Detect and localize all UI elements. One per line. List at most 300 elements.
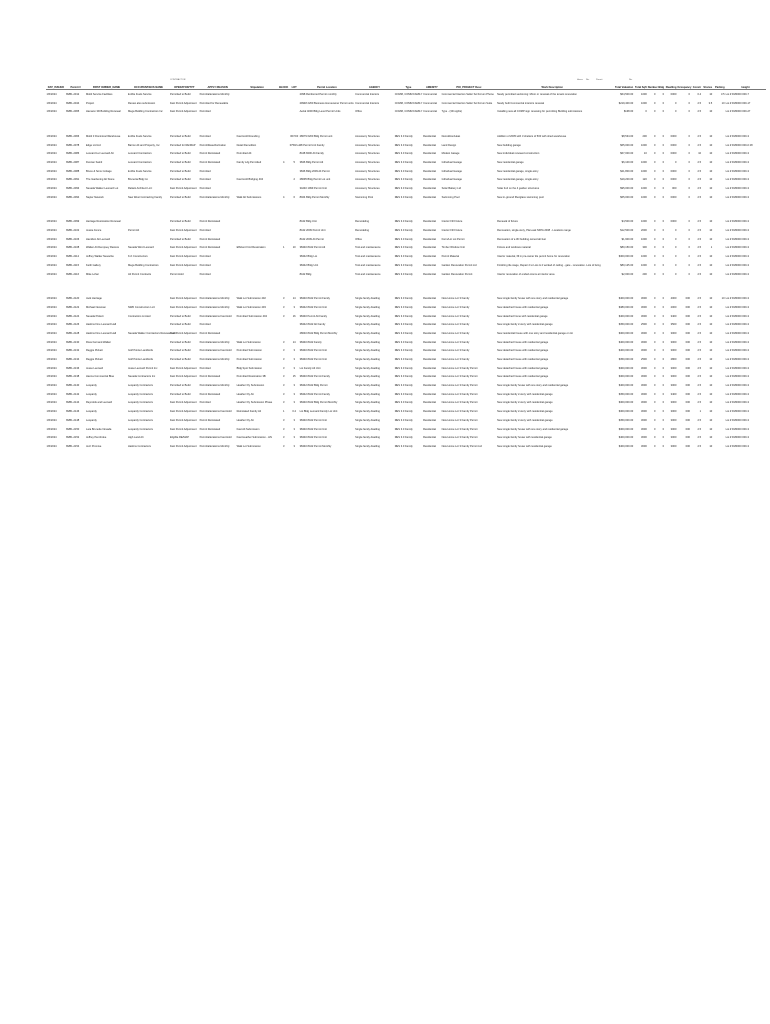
table-row [46, 158, 766, 167]
cell-amenity: Residential [423, 143, 436, 147]
table-row [46, 355, 766, 364]
table-row [46, 399, 766, 408]
cell-amenity: Residential [423, 195, 436, 199]
cell-apply-reason: Permit/alterations Fast Hold [199, 410, 232, 414]
cell-bldg: 0 [662, 110, 665, 114]
table-row [46, 226, 766, 235]
cell-total-sqft: 1000 [641, 195, 647, 199]
cell-block: 3 [282, 314, 285, 318]
cell-block: 3 [282, 340, 285, 344]
cell-number: 0 [653, 152, 656, 156]
header-owner-name: FIRST OWNER_NAME [86, 83, 128, 90]
cell-occupant-name: Alt Permit Contracts [127, 272, 152, 276]
cell-agency: Single family dwelling [355, 331, 380, 335]
cell-project-desc: Garden Renovation Permit Ltd [441, 263, 477, 267]
cell-dwelling: 0000 [670, 152, 677, 156]
cell-operator-type: Fast Permit Adjustment [169, 229, 197, 233]
cell-operator-type: Fast Permit Adjustment [169, 305, 197, 309]
cell-operator-type: Permitted to Build [169, 152, 191, 156]
cell-parking: 10 [721, 297, 725, 301]
cell-apply-reason: Permit/alterations Monthly [199, 444, 230, 448]
cell-type: RES 3.0 Family [394, 305, 413, 309]
cell-constr: 2.5 [697, 340, 702, 344]
cell-total-valuation: $350,000.00 [618, 418, 634, 422]
cell-permit-number: B2B1-2144 [66, 401, 80, 405]
cell-permit-number: B2B1-2142 [66, 392, 80, 396]
cell-operator-type: Permitted for RE/MAP [169, 143, 196, 147]
cell-number: 0 [653, 375, 656, 379]
super-header-label: Hours [577, 79, 583, 81]
table-row [46, 303, 766, 312]
cell-amenity: Residential [423, 375, 436, 379]
cell-project-desc: New Home Lot 3 Family [441, 305, 470, 309]
cell-bldg: 0 [662, 436, 665, 440]
cell-work-description: New detached house with residential garage [497, 349, 549, 353]
cell-owner-name: Jeffrey Pembroke [86, 436, 107, 440]
header-dwelling: Dwelling [665, 83, 677, 90]
cell-owner-name: Jessie Fence [86, 229, 102, 233]
cell-block [278, 141, 289, 150]
table-row [46, 107, 766, 116]
cell-parking [713, 338, 725, 347]
cell-occupancy: 000 [685, 427, 690, 431]
cell-operator-type: Permitted to Build [169, 169, 191, 173]
cell-permit-number: B2B1-2120 [66, 297, 80, 301]
cell-stories: 10 [709, 323, 713, 327]
cell-constr: 1 [699, 410, 702, 414]
cell-bldg: 0 [662, 220, 665, 224]
cell-apply-reason: Permitted [199, 255, 211, 259]
cell-type: RES 3.0 Family [394, 255, 413, 259]
cell-permit-location: 8442 2009 Alt Permit [299, 237, 324, 241]
cell-permit-location: 3846 Bldg 2009 Alt Permit [299, 169, 330, 173]
super-header-label: CONTRACTOR [170, 79, 186, 81]
cell-constr: 2.5 [697, 401, 702, 405]
cell-owner-name: Jack Heritage [86, 297, 102, 301]
cell-type: RES 3.0 Family [394, 358, 413, 362]
cell-work-description: Interior renovation of ended-rooms at interior area [497, 272, 555, 276]
cell-amenity: Residential [423, 444, 436, 448]
cell-primary-parcel: Lot # FM0000 000-3 [725, 160, 749, 164]
cell-primary-parcel: Lot # FM0000 000-3 [725, 246, 749, 250]
cell-lot: 16 [292, 314, 296, 318]
cell-type: COMM, COMM FAMILY [394, 110, 423, 114]
header-primary-parcel: Height [725, 83, 766, 90]
cell-primary-parcel: Lot # FM0000 000-3 [725, 401, 749, 405]
cell-permit-number: B2B1-2091 [66, 178, 80, 182]
cell-agency: Single family dwelling [355, 436, 380, 440]
cell-date-issued: 1/5/2024 [46, 101, 57, 105]
cell-parking [713, 373, 725, 382]
cell-parking: 3.5 [720, 92, 725, 96]
cell-permit-location: 3846 Bldg Permit Alt [299, 160, 324, 164]
cell-project-desc: New Home Lot 3 Family [441, 314, 470, 318]
cell-number: 0 [653, 340, 656, 344]
cell-block [278, 107, 289, 116]
cell-lot [289, 320, 299, 329]
table-row [46, 132, 766, 141]
cell-block [278, 235, 289, 244]
table-row [46, 364, 766, 373]
cell-operator-type: Permitted to Build [169, 178, 191, 182]
cell-total-sqft: 3000 [641, 436, 647, 440]
cell-work-description: New single family house with one story and residential garage [497, 384, 569, 388]
cell-operator-type: Fast Permit Adjustment [169, 444, 197, 448]
cell-owner-name: Jerri Promise [86, 444, 102, 448]
cell-dwelling: 0000 [670, 178, 677, 182]
cell-stories: 1 [710, 246, 713, 250]
cell-date-issued: 1/5/2024 [46, 436, 57, 440]
cell-work-description: New in-ground fiberglass swimming pool [497, 195, 544, 199]
cell-type: RES 3.0 Family [394, 263, 413, 267]
cell-block: 1 [282, 410, 285, 414]
table-row [46, 442, 766, 451]
cell-block: 3 [282, 384, 285, 388]
cell-occupancy: 0 [688, 187, 690, 191]
cell-agency: Remodeling [355, 220, 370, 224]
cell-total-sqft: 200 [642, 134, 647, 138]
cell-stories: 10 [709, 272, 713, 276]
cell-constr: 2.5 [697, 427, 702, 431]
cell-owner-name: Hamilton Alt Leonard [86, 237, 111, 241]
cell-constr: 2.5 [697, 444, 702, 448]
cell-agency: Single family dwelling [355, 323, 380, 327]
cell-operator-type: Fast Permit Adjustment [169, 110, 197, 114]
cell-amenity: Residential [423, 178, 436, 182]
cell-total-valuation: $19,200.00 [620, 178, 634, 182]
cell-number: 0 [653, 255, 656, 259]
cell-total-sqft: 2500 [641, 358, 647, 362]
cell-amenity: Commercial [423, 92, 437, 96]
header-bldg: Bldg [656, 83, 665, 90]
cell-work-description: New single family 2-story with residential garage [497, 323, 553, 327]
cell-bldg: 0 [662, 392, 665, 396]
cell-permit-number: B2B1-2154 [66, 444, 80, 448]
cell-lot: 3 [293, 427, 295, 431]
cell-occupant-name: NWD Constructors LLC [127, 305, 156, 309]
cell-date-issued: 1/5/2024 [46, 110, 57, 114]
cell-work-description: Renovation of a 3D building owned alt feet [497, 237, 546, 241]
header-occupancy: Occupancy [677, 83, 691, 90]
cell-stories: 10 [709, 263, 713, 267]
cell-stipulation [236, 184, 278, 193]
cell-owner-name: Mobil 3 Dominical Warehouse [86, 134, 121, 138]
cell-dwelling: 000 [672, 187, 677, 191]
cell-total-sqft: 3000 [641, 297, 647, 301]
cell-number: 0 [653, 436, 656, 440]
table-row [46, 390, 766, 399]
table-row [46, 312, 766, 321]
cell-total-valuation: $300,000.00 [618, 401, 634, 405]
cell-occupant-name: Leopardy Contractors [127, 410, 153, 414]
cell-agency: Single family dwelling [355, 401, 380, 405]
spreadsheet [46, 79, 766, 451]
cell-total-sqft: 0 [645, 110, 647, 114]
cell-type: RES 3.0 Family [394, 297, 413, 301]
cell-stories: 10 [709, 384, 713, 388]
cell-amenity: Residential [423, 160, 436, 164]
cell-amenity: Residential [423, 436, 436, 440]
cell-owner-name: Keith Gallery [86, 263, 101, 267]
cell-agency: Single family dwelling [355, 314, 380, 318]
cell-permit-location: 38440 8442 Bldg Permit Monthly [299, 401, 338, 405]
cell-occupant-name: Leopardy Contractors [127, 401, 153, 405]
cell-dwelling: 0000 [670, 169, 677, 173]
cell-number: 0 [653, 305, 656, 309]
cell-parking [713, 329, 725, 338]
cell-lot: 3 [293, 384, 295, 388]
cell-primary-parcel: Lot # FM0000 000-3 [725, 237, 749, 241]
cell-number: 0 [653, 358, 656, 362]
cell-permit-location: 38442 Bldg Unit [299, 263, 319, 267]
cell-occupant-name: Nevada Walker Contractors Renewal LLC [127, 331, 177, 335]
cell-total-valuation: $1,900.00 [621, 237, 634, 241]
cell-total-sqft: 3000 [641, 444, 647, 448]
cell-amenity: Residential [423, 255, 436, 259]
cell-occupancy: 0 [688, 160, 690, 164]
cell-stipulation [236, 270, 278, 279]
cell-date-issued: 1/5/2024 [46, 229, 57, 233]
cell-operator-type: Eligible RE/MAP [169, 436, 189, 440]
cell-occupant-name: K-K Constructors [127, 255, 148, 259]
cell-constr: 2.5 [697, 220, 702, 224]
cell-work-description: New single family 2-story with residential garage [497, 392, 553, 396]
cell-occupant-name: E-Rite Fuels Service [127, 134, 152, 138]
cell-stories: 10 [709, 331, 713, 335]
cell-project-desc: Individual Garage [441, 178, 462, 182]
cell-bldg: 0 [662, 314, 665, 318]
cell-total-sqft: 1000 [641, 263, 647, 267]
cell-agency: Single family dwelling [355, 305, 380, 309]
cell-date-issued: 1/5/2024 [46, 237, 57, 241]
cell-occupant-name: Nevada Wind Leonard [127, 246, 154, 250]
cell-owner-name: Nevada Pickett [86, 314, 104, 318]
cell-total-sqft: 1000 [641, 160, 647, 164]
table-row [46, 193, 766, 202]
cell-date-issued: 1/5/2024 [46, 255, 57, 259]
cell-operator-type: Fast Permit Adjustment [169, 401, 197, 405]
cell-constr: 2.5 [697, 134, 702, 138]
cell-operator-type: Permitted to Build [169, 323, 191, 327]
cell-lot: 3 [293, 305, 295, 309]
cell-primary-parcel: Lot # FM0000 000-3 [725, 418, 749, 422]
cell-apply-reason: Permit Reinstated [199, 331, 221, 335]
cell-amenity: Residential [423, 134, 436, 138]
cell-bldg: 0 [662, 169, 665, 173]
cell-work-description: New detached house with residential garage [497, 375, 549, 379]
cell-total-sqft: 3000 [641, 331, 647, 335]
cell-occupant-name: Mega Building Contractors Inc [127, 110, 163, 114]
cell-block [278, 99, 289, 108]
cell-lot [289, 270, 299, 279]
cell-apply-reason: Permit Reinstated [199, 237, 221, 241]
cell-stories: 10 [709, 220, 713, 224]
cell-number: 0 [653, 314, 656, 318]
cell-agency: Accessory Structures [355, 152, 380, 156]
cell-total-sqft: 3000 [641, 366, 647, 370]
cell-apply-reason: Permitted [199, 178, 211, 182]
cell-work-description: New residential garage [497, 160, 524, 164]
cell-permit-number: B2B1-2138 [66, 375, 80, 379]
cell-work-description: Installing new all COMP sign renewing for permitting Building submissions [497, 110, 583, 114]
cell-parking [713, 320, 725, 329]
cell-type: RES 3.0 Family [394, 272, 413, 276]
cell-constr: 2.5 [697, 237, 702, 241]
cell-stories: 10 [709, 418, 713, 422]
cell-agency: Single family dwelling [355, 358, 380, 362]
cell-total-valuation: $400,000.00 [618, 314, 634, 318]
cell-agency: Single family dwelling [355, 375, 380, 379]
cell-stipulation [236, 99, 278, 108]
cell-occupancy: 0 [688, 110, 690, 114]
cell-primary-parcel: Lot # FM0000 000-3 [725, 229, 749, 233]
cell-date-issued: 1/5/2024 [46, 187, 57, 191]
cell-agency: Single family dwelling [355, 410, 380, 414]
cell-permit-location: 38440 8442 Permit Monthly [299, 444, 332, 448]
cell-agency: Tool and maintenance [355, 255, 381, 259]
cell-total-sqft: 3000 [641, 392, 647, 396]
cell-block [278, 226, 289, 235]
cell-permit-location: 38440 8442 Permit Unit [299, 418, 327, 422]
cell-primary-parcel: Lot # FM0000 000-3 [725, 331, 749, 335]
cell-stipulation: Walk Lot Submission 403 [236, 305, 266, 309]
cell-total-sqft: 3000 [641, 349, 647, 353]
cell-number: 0 [653, 263, 656, 267]
cell-permit-number: B2B1-2094 [66, 195, 80, 199]
cell-owner-name: Mobil Service Facilities [86, 92, 113, 96]
cell-occupancy: 0 [688, 272, 690, 276]
cell-apply-reason: Permitted [199, 401, 211, 405]
cell-stories: 10 [709, 255, 713, 259]
cell-stories: 10 [709, 92, 713, 96]
cell-owner-name: Leopardy [86, 392, 97, 396]
cell-type: RES 3.0 Family [394, 195, 413, 199]
cell-bldg: 0 [662, 237, 665, 241]
cell-total-valuation: $65,000.00 [620, 143, 634, 147]
cell-occupancy: 0 [688, 134, 690, 138]
cell-date-issued: 1/5/2024 [46, 331, 57, 335]
cell-bldg: 0 [662, 375, 665, 379]
cell-block [278, 218, 289, 227]
cell-amenity: Residential [423, 272, 436, 276]
cell-project-desc: Form/Lot Lot Permit [441, 237, 465, 241]
cell-dwelling: 3000 [670, 410, 677, 414]
cell-total-valuation: $8,534.00 [621, 134, 634, 138]
cell-stories: 10 [709, 143, 713, 147]
cell-bldg: 0 [662, 418, 665, 422]
cell-permit-location: 2098 Reinforced Permit monthly [299, 92, 337, 96]
cell-owner-name: Hanna Commercial Blue [86, 375, 115, 379]
cell-permit-location: 48 Permit Unit Family [299, 143, 325, 147]
cell-bldg: 0 [662, 263, 665, 267]
cell-parking [713, 158, 725, 167]
cell-project-desc: New Home Lot 3 Family Permit [441, 410, 478, 414]
cell-project-desc: New Home Lot 3 Family Permit Ltd [441, 444, 482, 448]
cell-apply-reason: Permitted [199, 323, 211, 327]
cell-primary-parcel: Lot # FM0000 000-3 [725, 152, 749, 156]
cell-number: 0 [653, 143, 656, 147]
cell-operator-type: Permitted to Build [169, 358, 191, 362]
cell-date-issued: 1/5/2024 [46, 375, 57, 379]
cell-permit-number: B2B1-2134 [66, 358, 80, 362]
cell-dwelling: 0000 [670, 92, 677, 96]
cell-type: RES 3.0 Family [394, 444, 413, 448]
cell-occupant-name: Leopardy Contractors [127, 427, 153, 431]
cell-apply-reason: Permitted [199, 110, 211, 114]
super-header-label: No. [629, 79, 633, 81]
cell-occupancy: 0 [688, 220, 690, 224]
cell-date-issued: 1/5/2024 [46, 134, 57, 138]
cell-occupant-name: Nevada Contractors Inc [127, 375, 156, 379]
cell-permit-location: 8448 8400 Alt Family [299, 152, 324, 156]
cell-date-issued: 1/5/2024 [46, 143, 57, 147]
cell-apply-reason: Permit Reinstated [199, 427, 221, 431]
header-number: Number [647, 83, 656, 90]
cell-stories: 10 [709, 375, 713, 379]
cell-type: RES 3.0 Family [394, 237, 413, 241]
cell-occupant-name: Harkins Contractors [127, 444, 151, 448]
cell-lot [289, 252, 299, 261]
cell-agency: Office [355, 110, 362, 114]
cell-total-valuation: $400,000.00 [618, 340, 634, 344]
cell-operator-type: Fast Permit Adjustment [169, 101, 197, 105]
cell-total-valuation: $2,000.00 [621, 272, 634, 276]
cell-occupant-name: E-Rite Fuels Service [127, 92, 152, 96]
cell-date-issued: 1/5/2024 [46, 427, 57, 431]
cell-date-issued: 1/5/2024 [46, 410, 57, 414]
cell-total-sqft: 1000 [641, 237, 647, 241]
cell-block [278, 270, 289, 279]
table-row [46, 433, 766, 442]
cell-block [278, 149, 289, 158]
cell-owner-name: The Gardening Alt Stone [86, 178, 115, 182]
cell-block: 3 [282, 358, 285, 362]
cell-apply-reason: Permit/alterations Monthly [199, 297, 230, 301]
cell-constr: 2.5 [697, 195, 702, 199]
cell-apply-reason: Permit Reinstated [199, 418, 221, 422]
cell-type: RES 3.0 Family [394, 246, 413, 250]
cell-number: 0 [653, 410, 656, 414]
cell-work-description: New single family 2-story with residential garage [497, 410, 553, 414]
cell-apply-reason: Permit Reinstated [199, 160, 221, 164]
cell-permit-number: B2B1-2106 [66, 237, 80, 241]
cell-occupant-name: Brunerta Bldg Co [127, 178, 148, 182]
cell-project-desc: Type - (3D sights) [441, 110, 463, 114]
cell-lot: 0.4 [292, 410, 296, 414]
cell-operator-type: Permit Hold [169, 272, 184, 276]
cell-dwelling: 3000 [670, 340, 677, 344]
cell-permit-number: B2B1-2099 [66, 220, 80, 224]
cell-stipulation: Heather Fly Alt [236, 418, 254, 422]
cell-occupancy: 0 [688, 246, 690, 250]
cell-total-valuation: $300,000.00 [618, 255, 634, 259]
cell-date-issued: 1/5/2024 [46, 401, 57, 405]
cell-bldg: 0 [662, 323, 665, 327]
cell-project-desc: Timber Window Unit [441, 246, 465, 250]
cell-operator-type: Fast Permit Adjustment [169, 427, 197, 431]
cell-occupant-name: Golf Pointe Landlords [127, 358, 153, 362]
cell-constr: 2.5 [697, 349, 702, 353]
cell-constr: 2.5 [697, 187, 702, 191]
cell-permit-number: B2B1-2086 [66, 152, 80, 156]
cell-work-description: New single family house with one story and residential garage [497, 297, 569, 301]
cell-work-description: Renovation, single-story, Plan-ask NFPA 2008 - Locations range [497, 229, 571, 233]
cell-constr: 2.5 [697, 169, 702, 173]
cell-parking [713, 107, 725, 116]
table-row [46, 184, 766, 193]
cell-permit-location: 38440 8442 Permit Alt [299, 246, 326, 250]
cell-lot [289, 107, 299, 116]
